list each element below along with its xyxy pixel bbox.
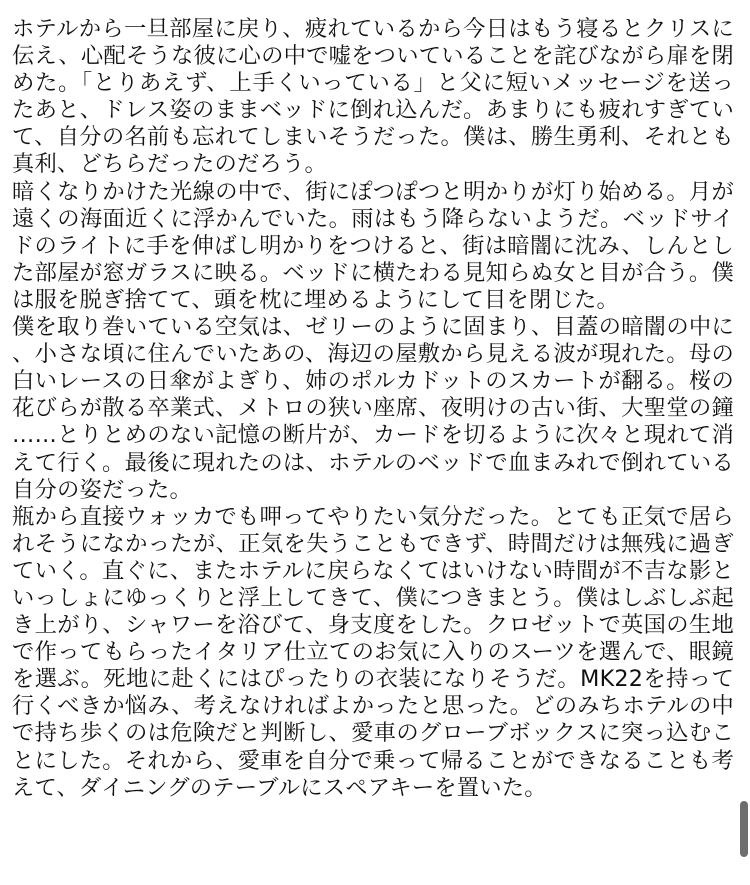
paragraph: 瓶から直接ウォッカでも呷ってやりたい気分だった。とても正気で居られそうになかったが、正気を失うこともできず、時間だけは無残に過ぎていく。直ぐに、またホテルに戻らなくてはいけない時間が不吉な影といっしょにゆっくりと浮上してきて、僕につきまとう。僕はしぶしぶ起き上がり、シャワーを浴びて、身支度をした。クロゼットで英国の生地で作ってもらったイタリア仕立てのお気に入りのスーツを選んで、眼鏡を選ぶ。死地に赴くにはぴったりの衣装になりそうだ。MK22を持って行くべきか悩み、考えなければよかったと思った。どのみちホテルの中で持ち歩くのは危険だと判断し、愛車のグローブボックスに突っ込むことにした。それから、愛車を自分で乗って帰ることができなることも考えて、ダイニングのテーブルにスペアキーを置いた。 [12,503,734,801]
paragraph: 暗くなりかけた光線の中で、街にぽつぽつと明かりが灯り始める。月が遠くの海面近くに浮かんでいた。雨はもう降らないようだ。ベッドサイドのライトに手を伸ばし明かりをつけると、街は暗闇に沈み、しんとした部屋が窓ガラスに映る。ベッドに横たわる見知らぬ女と目が合う。僕は服を脱ぎ捨てて、頭を枕に埋めるようにして目を閉じた。 [12,178,734,313]
vertical-scrollbar[interactable] [738,0,750,885]
paragraph: 僕を取り巻いている空気は、ゼリーのように固まり、目蓋の暗闇の中に、小さな頃に住んでいたあの、海辺の屋敷から見える波が現れた。母の白いレースの日傘がよぎり、姉のポルカドットのスカートが翻る。桜の花びらが散る卒業式、メトロの狭い座席、夜明けの古い街、大聖堂の鐘……とりとめのない記憶の断片が、カードを切るように次々と現れて消えて行く。最後に現れたのは、ホテルのベッドで血まみれで倒れている自分の姿だった。 [12,314,734,503]
article-body [12,16,734,802]
paragraph: ホテルから一旦部屋に戻り、疲れているから今日はもう寝るとクリスに伝え、心配そうな彼に心の中で嘘をついていることを詫びながら扉を閉めた。「とりあえず、上手くいっている」と父に短いメッセージを送ったあと、ドレス姿のままベッドに倒れ込んだ。あまりにも疲れすぎていて、自分の名前も忘れてしまいそうだった。僕は、勝生勇利、それとも真利、どちらだったのだろう。 [12,16,734,178]
scrollbar-thumb[interactable] [740,801,748,857]
